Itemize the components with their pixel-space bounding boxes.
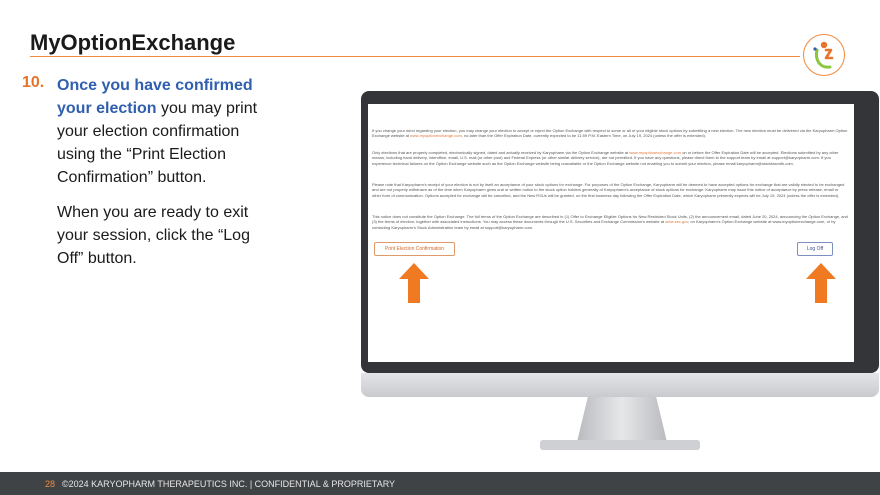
screen-paragraph-2: Only elections that are properly completed, electronically signed, dated and actually received by Karyopharm via the Option Exchange website at www.myoptionexchange.com on or before the Offer Expiration Date will be accepted. Elections submitted by any other means, including hand delivery, interoffice, email, U.S. mail (or other post) and Federal Express (or other similar delivery service), are not permitted. If you have any questions, please direct them to the support team by email at support@karyopharm.com. If you experience technical failures on the Option Exchange website such as the Option Exchange website being unavailable or the Option Exchange website not enabling you to submit your election, please email karyopharm@stocktasmith.com. [372, 150, 839, 166]
monitor-screen [368, 104, 854, 362]
step-number: 10. [22, 74, 45, 91]
monitor-chin [361, 373, 879, 397]
instruction-highlight: Once you have confirmed your election [57, 77, 253, 117]
instruction-paragraph-1 [57, 74, 277, 189]
monitor-base [540, 440, 700, 450]
instruction-paragraph-2: When you are ready to exit your session, click the “Log Off” button. [57, 204, 250, 267]
instruction-rest: you may print your election confirmation using the “Print Election Confirmation” button. [57, 100, 258, 186]
log-off-button[interactable]: Log Off [797, 242, 833, 256]
screen-paragraph-4: This notice does not constitute the Option Exchange. The full terms of the Option Exchange are described in (1) Offer to Exchange Eligible Options for New Restricted Stock Units, (2) the announcement email, dated June 20, 2024, announcing the Option Exchange, and (3) the terms of election, together with associated instructions. You may access these documents through the U.S. Securities and Exchange Commission's website at www.sec.gov, on Karyopharm's Option Exchange website at www.myoptionexchange.com, or by contacting Karyopharm's Stock Administration team by email at support@karyopharm.com. [372, 214, 848, 230]
website-link[interactable]: www.myoptionexchange.com [629, 150, 682, 155]
page-number: 28 [45, 479, 56, 489]
website-link[interactable]: www.myoptionexchange.com [410, 133, 462, 139]
monitor-stand [577, 397, 667, 442]
screen-paragraph-3: Please note that Karyopharm's receipt of your election is not by itself an acceptance of your stock options for exchange. For purposes of the Option Exchange, Karyopharm will be deemed to have accepted options for exchange that are validly elected to be exchanged and are not properly withdrawn as of the time when Karyopharm gives oral or written notice to the stock option holders generally of Karyopharm's acceptance of stock options for exchange. Karyopharm may issue this notice of acceptance by press release, email or other form of communication. Options accepted for exchange will be cancelled, and the New RSUs will be granted, on the first business day following the Offer Expiration Date, which Karyopharm presently expects will be July 19, 2024 (unless the offer is extended). [372, 182, 845, 198]
screen-paragraph-1: If you change your mind regarding your election, you may change your election to accept or reject the Option Exchange with respect to some or all of your eligible stock options by submitting a new election. The new election must be delivered via the Karyopharm Option Exchange website at www.myoptionexchange.com, no later than the Offer Expiration Date, currently expected to be 11:59 P.M. Eastern Time, on July 19, 2024 (unless the offer is extended). [372, 128, 848, 139]
print-election-confirmation-button[interactable]: Print Election Confirmation [374, 242, 455, 256]
page-title: MyOptionExchange [30, 30, 236, 55]
karyopharm-logo-icon [803, 34, 845, 76]
instruction-text [57, 74, 277, 270]
sec-link[interactable]: www.sec.gov [665, 219, 689, 225]
footer-copyright: ©2024 KARYOPHARM THERAPEUTICS INC. | CONFIDENTIAL & PROPRIETARY [62, 479, 396, 489]
up-arrow-icon [399, 263, 429, 303]
up-arrow-icon [806, 263, 836, 303]
title-divider [30, 56, 800, 57]
